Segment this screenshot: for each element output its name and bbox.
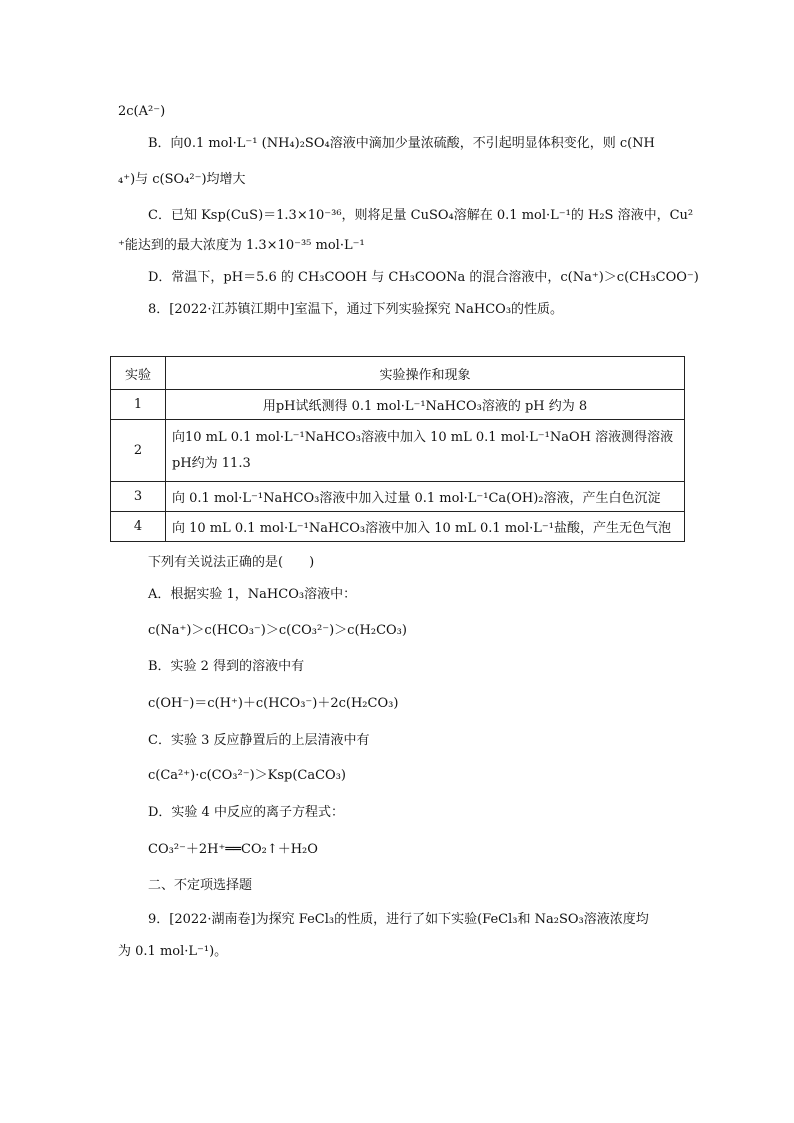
choice-b-label: B．实验 2 得到的溶液中有 [148, 659, 305, 674]
question-8-stem: 8．[2022·江苏镇江期中]室温下，通过下列实验探究 NaHCO₃的性质。 [148, 302, 564, 317]
choice-a-equation: c(Na⁺)＞c(HCO₃⁻)＞c(CO₃²⁻)＞c(H₂CO₃) [148, 623, 407, 638]
table-cell-text: 向 0.1 mol·L⁻¹NaHCO₃溶液中加入过量 0.1 mol·L⁻¹Ca(OH)₂溶液，产生白色沉淀 [166, 482, 685, 512]
table-row [111, 420, 685, 482]
choice-c-label: C．实验 3 反应静置后的上层清液中有 [148, 733, 370, 748]
table-row [111, 390, 685, 420]
choice-b-equation: c(OH⁻)＝c(H⁺)＋c(HCO₃⁻)＋2c(H₂CO₃) [148, 696, 399, 711]
option-b-line1: B．向0.1 mol·L⁻¹ (NH₄)₂SO₄溶液中滴加少量浓硫酸，不引起明显体积变化，则 c(NH [148, 136, 655, 151]
option-c-line2: ⁺能达到的最大浓度为 1.3×10⁻³⁵ mol·L⁻¹ [118, 238, 365, 253]
table-header-row [111, 357, 685, 390]
choice-d-equation: CO₃²⁻＋2H⁺══CO₂↑＋H₂O [148, 842, 318, 857]
table-cell-text: 用pH试纸测得 0.1 mol·L⁻¹NaHCO₃溶液的 pH 约为 8 [166, 390, 685, 420]
choice-d-label: D．实验 4 中反应的离子方程式： [148, 805, 344, 820]
experiment-table [110, 356, 685, 542]
option-d-line: D．常温下，pH＝5.6 的 CH₃COOH 与 CH₃COONa 的混合溶液中，c(Na⁺)＞c(CH₃COO⁻) [148, 270, 699, 285]
question-9-line1: 9．[2022·湖南卷]为探究 FeCl₃的性质，进行了如下实验(FeCl₃和 Na₂SO₃溶液浓度均 [148, 912, 649, 927]
table-cell-text: 向 10 mL 0.1 mol·L⁻¹NaHCO₃溶液中加入 10 mL 0.1 mol·L⁻¹盐酸，产生无色气泡 [166, 512, 685, 542]
table-cell-number: 1 [111, 390, 166, 420]
table-header-experiment: 实验 [111, 357, 166, 390]
table-header-operation: 实验操作和现象 [166, 357, 685, 390]
option-b-line2: ₄⁺)与 c(SO₄²⁻)均增大 [118, 172, 246, 187]
option-a-continuation: 2c(A²⁻) [118, 104, 166, 119]
section-heading: 二、不定项选择题 [148, 878, 253, 893]
question-stem: 下列有关说法正确的是( ) [148, 555, 315, 570]
table-cell-number: 3 [111, 482, 166, 512]
choice-a-label: A．根据实验 1，NaHCO₃溶液中： [148, 587, 357, 602]
option-c-line1: C．已知 Ksp(CuS)＝1.3×10⁻³⁶，则将足量 CuSO₄溶解在 0.1 mol·L⁻¹的 H₂S 溶液中，Cu² [148, 208, 694, 223]
table-cell-number: 2 [111, 420, 166, 482]
question-9-line2: 为 0.1 mol·L⁻¹)。 [118, 944, 228, 959]
table-row [111, 512, 685, 542]
choice-c-equation: c(Ca²⁺)·c(CO₃²⁻)＞Ksp(CaCO₃) [148, 768, 347, 783]
table-cell-number: 4 [111, 512, 166, 542]
table-row [111, 482, 685, 512]
table-cell-text: 向10 mL 0.1 mol·L⁻¹NaHCO₃溶液中加入 10 mL 0.1 mol·L⁻¹NaOH 溶液测得溶液pH约为 11.3 [166, 420, 685, 482]
